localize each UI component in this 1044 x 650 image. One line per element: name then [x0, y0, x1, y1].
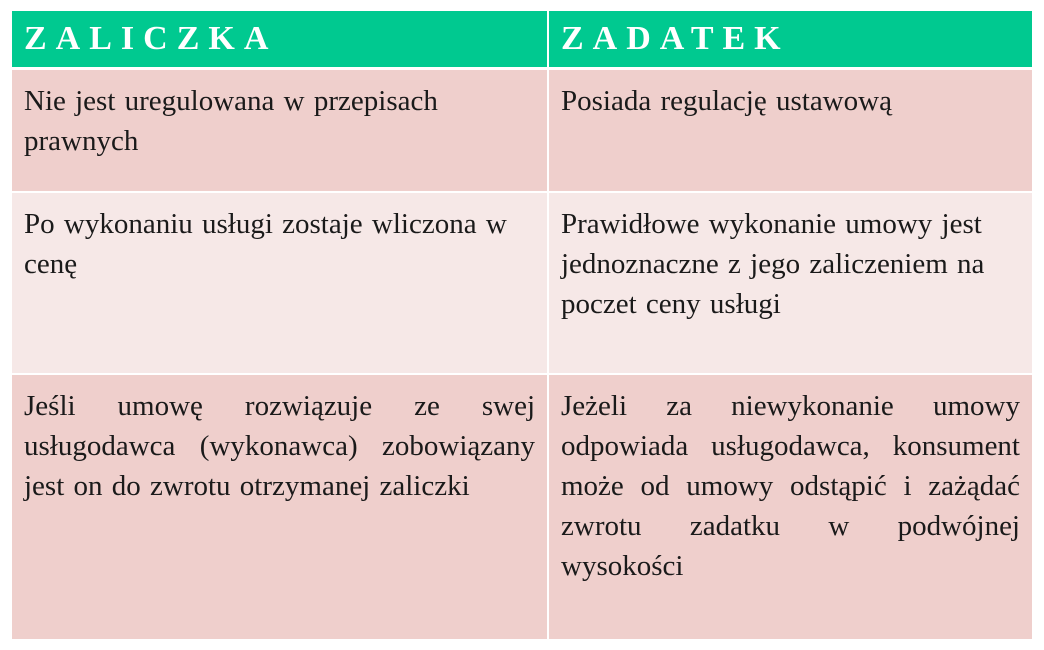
table-cell: Nie jest uregulowana w przepisach prawnych [12, 69, 548, 193]
table-row [12, 192, 1032, 374]
header-zaliczka: ZALICZKA [12, 11, 548, 69]
header-zadatek: ZADATEK [548, 11, 1032, 69]
comparison-table [12, 11, 1032, 641]
table-row [12, 69, 1032, 193]
table-row [12, 374, 1032, 640]
table-cell: Po wykonaniu usługi zostaje wliczona w cenę [12, 192, 548, 374]
header-row [12, 11, 1032, 69]
table-cell: Prawidłowe wykonanie umowy jest jednoznaczne z jego zaliczeniem na poczet ceny usługi [548, 192, 1032, 374]
table-cell: Posiada regulację ustawową [548, 69, 1032, 193]
table-cell: Jeżeli za niewykonanie umowy odpowiada usługodawca, konsument może od umowy odstąpić i zażądać zwrotu zadatku w podwójnej wysokości [548, 374, 1032, 640]
table-cell: Jeśli umowę rozwiązuje ze swej usługodawca (wykonawca) zobowiązany jest on do zwrotu otrzymanej zaliczki [12, 374, 548, 640]
